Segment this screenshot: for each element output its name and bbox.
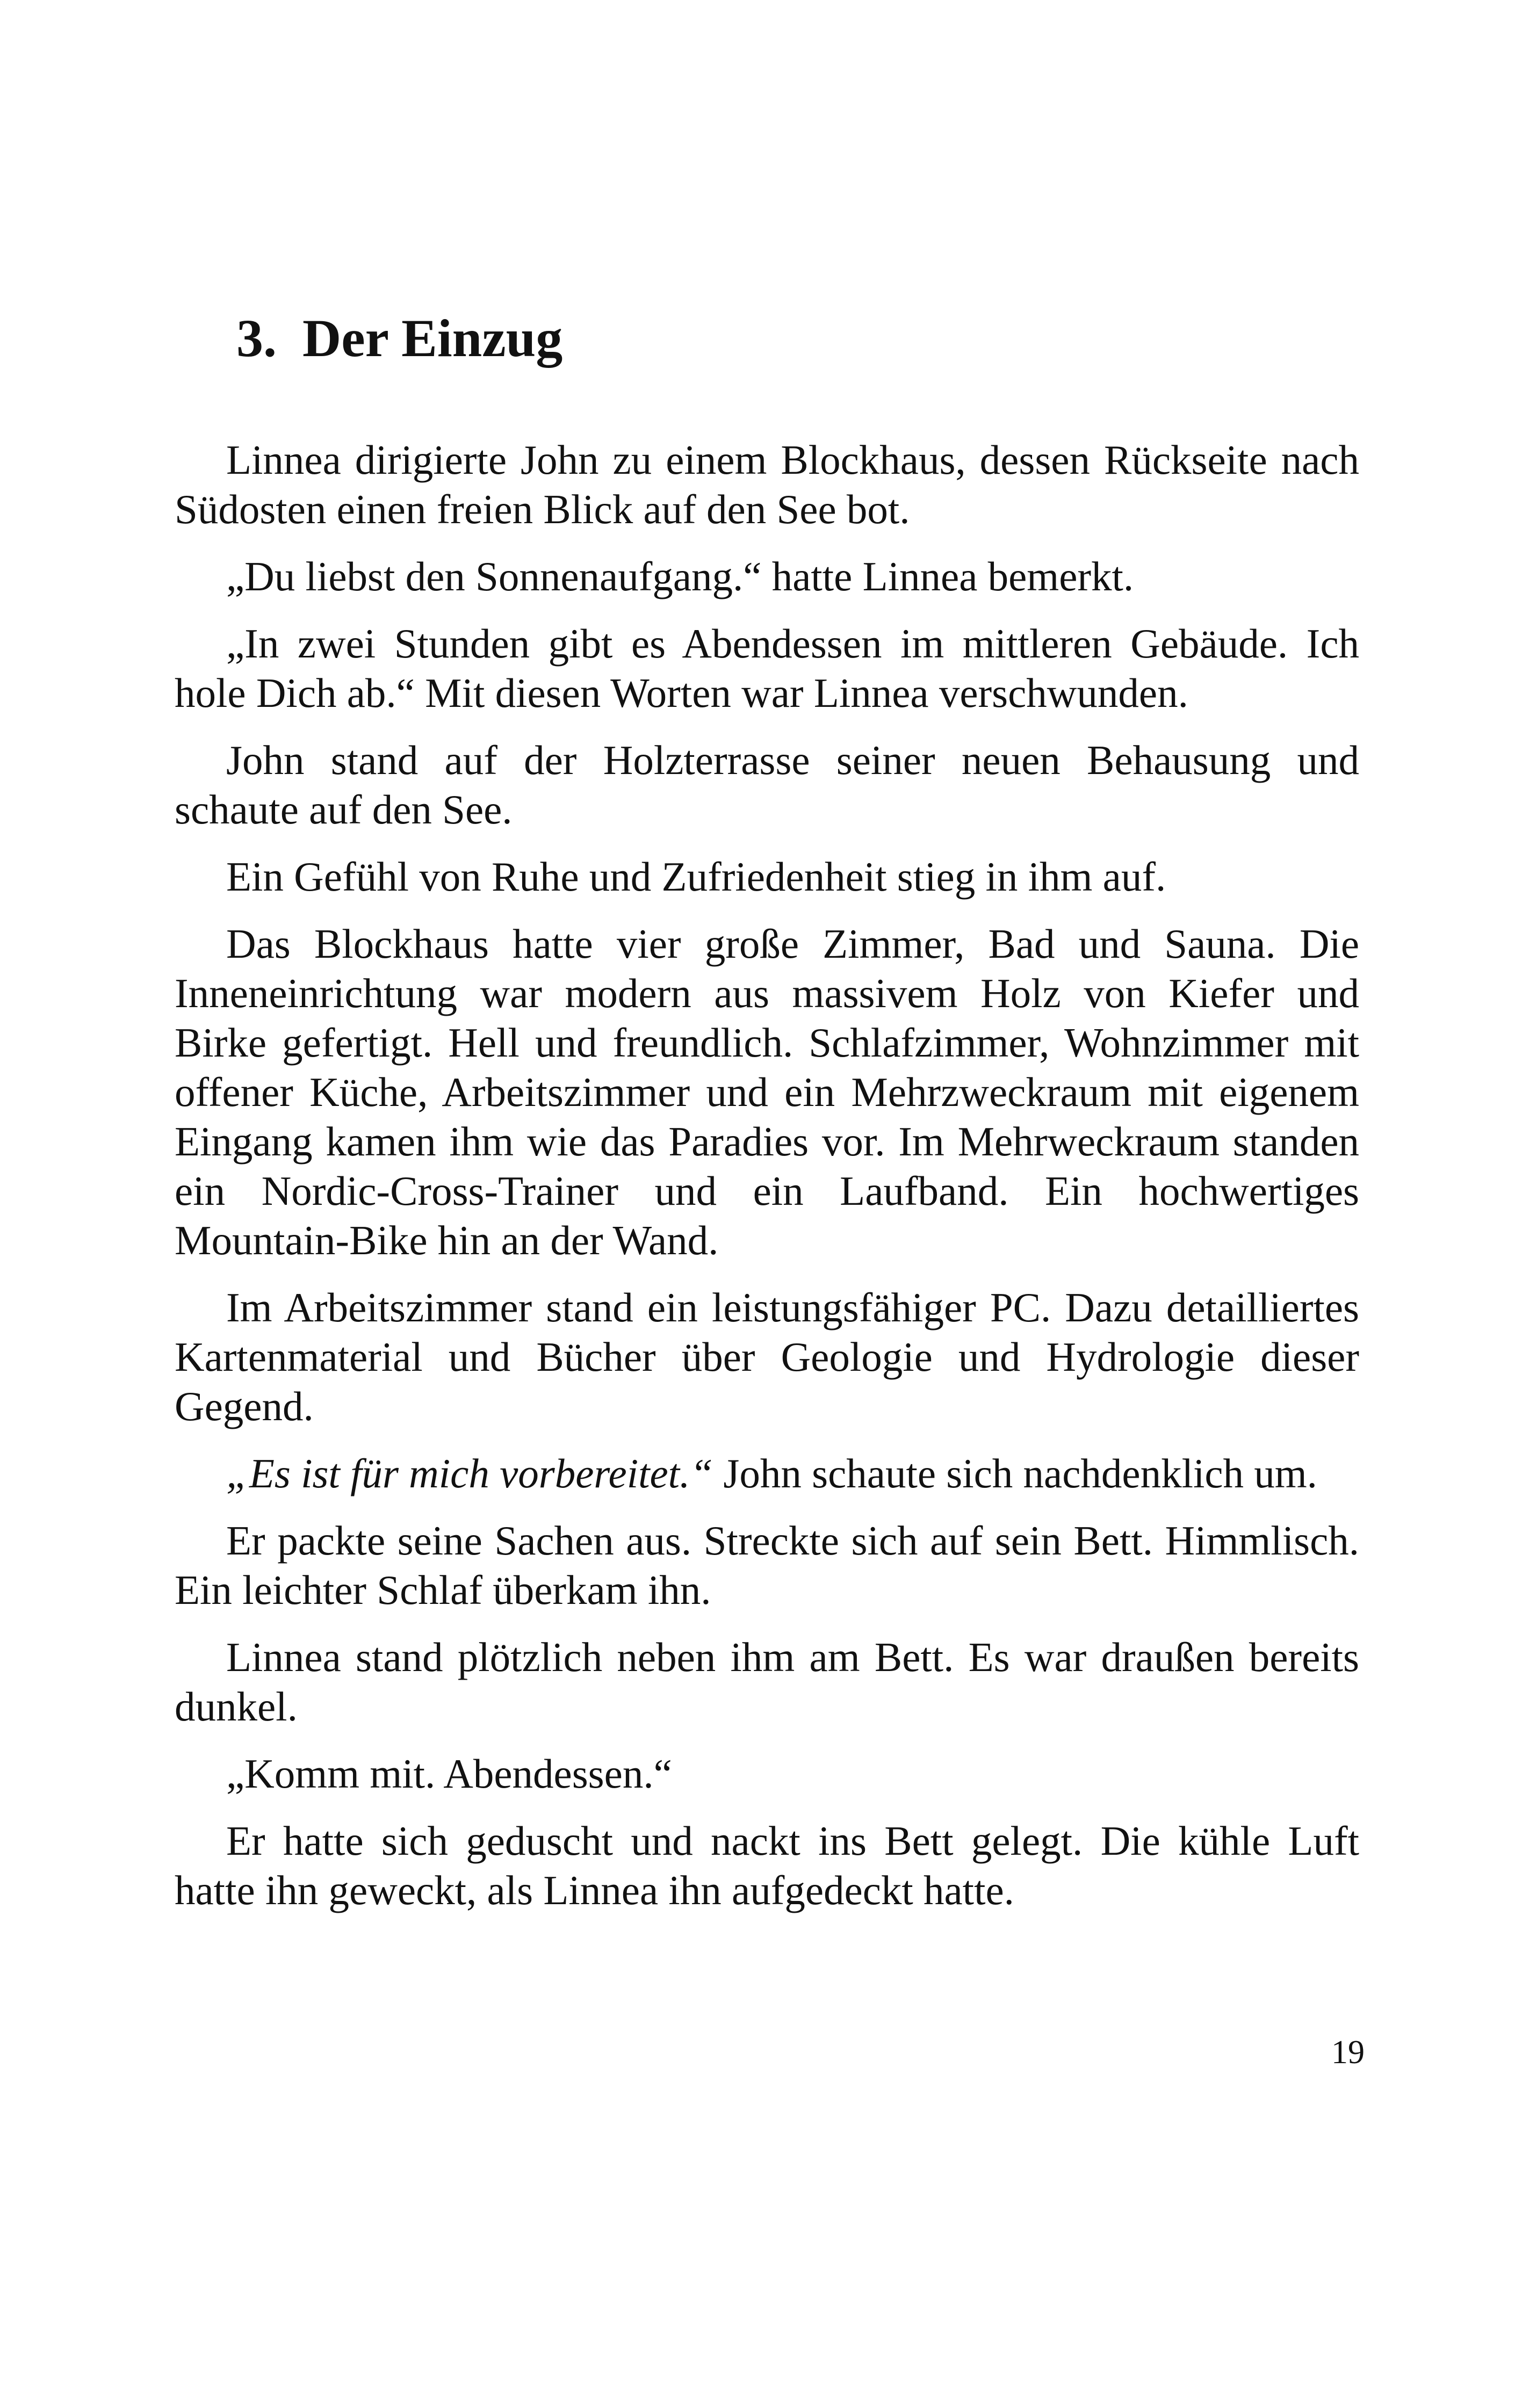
chapter-body xyxy=(175,435,1359,1933)
paragraph: Linnea stand plötzlich neben ihm am Bett. Es war draußen bereits dunkel. xyxy=(175,1634,1359,1730)
paragraph: „In zwei Stunden gibt es Abendessen im mittleren Gebäude. Ich hole Dich ab.“ Mit diesen Worten war Linnea verschwunden. xyxy=(175,620,1359,716)
chapter-number: 3. xyxy=(236,308,277,368)
paragraph: Im Arbeitszimmer stand ein leistungsfähiger PC. Dazu detailliertes Kartenmaterial und Bücher über Geologie und Hydrologie dieser Gegend. xyxy=(175,1284,1359,1429)
italic-quote: „Es ist für mich vorbereitet.“ xyxy=(226,1450,713,1496)
paragraph: John stand auf der Holzterrasse seiner neuen Behausung und schaute auf den See. xyxy=(175,737,1359,833)
paragraph: Linnea dirigierte John zu einem Blockhaus, dessen Rückseite nach Südosten einen freien Blick auf den See bot. xyxy=(175,437,1359,532)
paragraph: Er packte seine Sachen aus. Streckte sich auf sein Bett. Himmlisch. Ein leichter Schlaf überkam ihn. xyxy=(175,1517,1359,1613)
quote-paragraph-rest: John schaute sich nachdenklich um. xyxy=(713,1450,1317,1496)
chapter-title: Der Einzug xyxy=(302,308,563,368)
paragraph: „Komm mit. Abendessen.“ xyxy=(226,1751,672,1797)
chapter-heading xyxy=(236,306,562,371)
paragraph: Er hatte sich geduscht und nackt ins Bett gelegt. Die kühle Luft hatte ihn geweckt, als Linnea ihn aufgedeckt hatte. xyxy=(175,1818,1359,1913)
page-number: 19 xyxy=(1331,2034,1365,2071)
quote-paragraph xyxy=(175,1449,1359,1498)
paragraph: Ein Gefühl von Ruhe und Zufriedenheit stieg in ihm auf. xyxy=(226,854,1166,900)
paragraph: „Du liebst den Sonnenaufgang.“ hatte Linnea bemerkt. xyxy=(226,553,1134,599)
paragraph: Das Blockhaus hatte vier große Zimmer, Bad und Sauna. Die Inneneinrichtung war modern aus massivem Holz von Kiefer und Birke gefertigt. Hell und freundlich. Schlafzimmer, Wohnzimmer mit offener Küche, Arbeitszimmer und ein Mehrzweckraum mit eigenem Eingang kamen ihm wie das Paradies vor. Im Mehrweckraum standen ein Nordic-Cross-Trainer und ein Laufband. Ein hochwertiges Mountain-Bike hin an der Wand. xyxy=(175,921,1359,1263)
